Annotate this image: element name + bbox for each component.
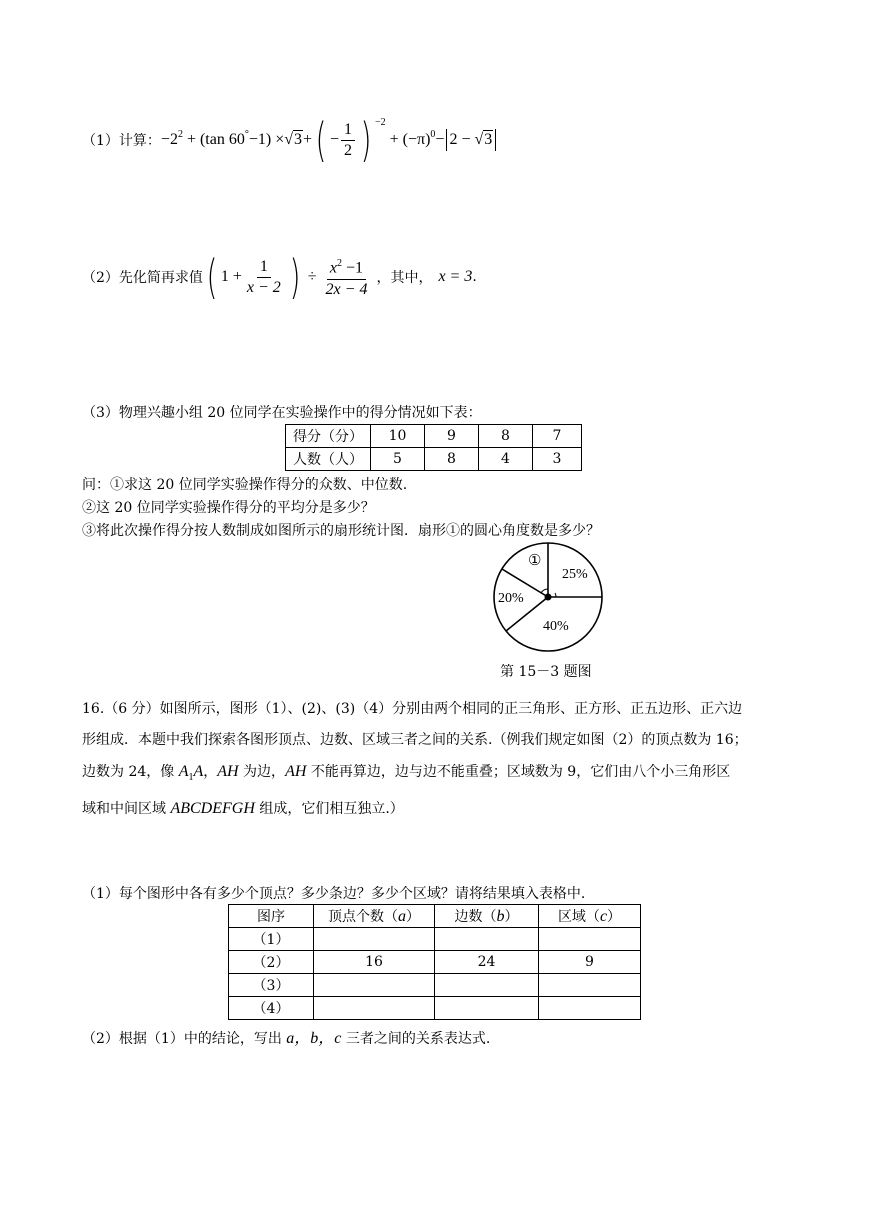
table-cell: 得分（分）	[286, 425, 371, 448]
table-row	[229, 928, 641, 951]
table-cell	[435, 997, 539, 1020]
table-cell: 人数（人）	[286, 448, 371, 471]
fraction-1: $\frac{1}{x - 2}$	[246, 257, 281, 296]
table-cell	[314, 997, 435, 1020]
pie-label-20: 20%	[498, 591, 524, 606]
table-cell	[539, 997, 641, 1020]
table-cell: 16	[314, 951, 435, 974]
figure-caption: 第 15－3 题图	[500, 664, 592, 680]
question-3-ask-1: 问：①求这 20 位同学实验操作得分的众数、中位数.	[82, 477, 408, 493]
table-cell	[539, 974, 641, 997]
angle-arc	[541, 589, 548, 593]
table-cell: 24	[435, 951, 539, 974]
table-cell: 5	[371, 448, 425, 471]
table-cell	[314, 928, 435, 951]
pie-label-1: ①	[528, 551, 542, 569]
table-cell: （3）	[229, 974, 314, 997]
pie-label-40: 40%	[543, 619, 569, 634]
table-row	[286, 448, 582, 471]
table-header-cell: 区域（c）	[539, 905, 641, 928]
table-row	[229, 997, 641, 1020]
table-cell: （2）	[229, 951, 314, 974]
table-cell: 9	[539, 951, 641, 974]
pie-chart-figure	[490, 540, 610, 655]
fraction-half: $\frac{1}{2}$	[341, 120, 355, 161]
table-cell	[435, 928, 539, 951]
table-header-cell: 边数（b）	[435, 905, 539, 928]
question-16-sub-2: （2）根据（1）中的结论，写出 a，b，c 三者之间的关系表达式.	[82, 1030, 491, 1047]
question-16-sub-1: （1）每个图形中各有多少个顶点？多少条边？多少个区域？请将结果填入表格中.	[82, 886, 586, 902]
table-cell	[539, 928, 641, 951]
table-cell: 8	[425, 448, 479, 471]
table-cell	[314, 974, 435, 997]
question-2-expression: ( 1 + $\frac{1}{x - 2}$ ) ÷ $\frac{x^2 -1}{2x - 4}$	[203, 254, 373, 300]
table-cell: 4	[479, 448, 533, 471]
table-header-cell: 图序	[229, 905, 314, 928]
table-row	[229, 974, 641, 997]
question-2: （2）先化简再求值 ( 1 + $\frac{1}{x - 2}$ ) ÷ $\frac{x^2 -1}{2x - 4}$ ，其中， x = 3 .	[82, 250, 477, 304]
shape-table	[228, 904, 641, 1020]
question-1-expression: −2 $^2$ + (tan 60 ° −1) × √3 + ( − $\frac{1}{2}$ ) $^{-2}$ + (−π) $^0$ − 2 − √3	[161, 117, 496, 163]
question-3-ask-2: ②这 20 位同学实验操作得分的平均分是多少？	[82, 500, 375, 516]
question-1	[82, 113, 496, 167]
sqrt-3: √3	[284, 131, 303, 148]
table-cell: （4）	[229, 997, 314, 1020]
score-table	[285, 424, 582, 471]
pie-center-dot	[545, 594, 552, 601]
table-cell: （1）	[229, 928, 314, 951]
pie-label-25: 25%	[562, 567, 588, 582]
table-row	[229, 951, 641, 974]
table-cell: 7	[533, 425, 582, 448]
fraction-2: $\frac{x^2 -1}{2x - 4}$	[323, 254, 371, 299]
table-cell: 3	[533, 448, 582, 471]
abs-value: 2 − √3	[446, 129, 496, 151]
table-cell	[435, 974, 539, 997]
table-cell: 10	[371, 425, 425, 448]
table-header-row	[229, 905, 641, 928]
question-16-text: 16.（6 分）如图所示，图形（1）、(2)、(3)（4）分别由两个相同的正三角形、正方形、正五边形、正六边 形组成．本题中我们探索各图形顶点、边数、区域三者之间的关系.（例我们规定如图（2）的顶点数为 16； 边数为 24，像 $A_1A$，AH 为边，AH 不能再算边，边与边不能重叠；区域数为 9，它们由八个小三角形区 域和中间区域 ABCDEFGH 组成，它们相互独立.）	[82, 701, 748, 818]
question-2-label: （2）先化简再求值	[82, 270, 203, 286]
table-cell: 9	[425, 425, 479, 448]
table-header-cell: 顶点个数（a）	[314, 905, 435, 928]
table-row	[286, 425, 582, 448]
table-cell: 8	[479, 425, 533, 448]
question-3-ask-3: ③将此次操作得分按人数制成如图所示的扇形统计图．扇形①的圆心角度数是多少？	[82, 523, 600, 539]
question-3-intro: （3）物理兴趣小组 20 位同学在实验操作中的得分情况如下表：	[82, 405, 482, 421]
question-1-label: （1）计算：	[82, 133, 161, 149]
